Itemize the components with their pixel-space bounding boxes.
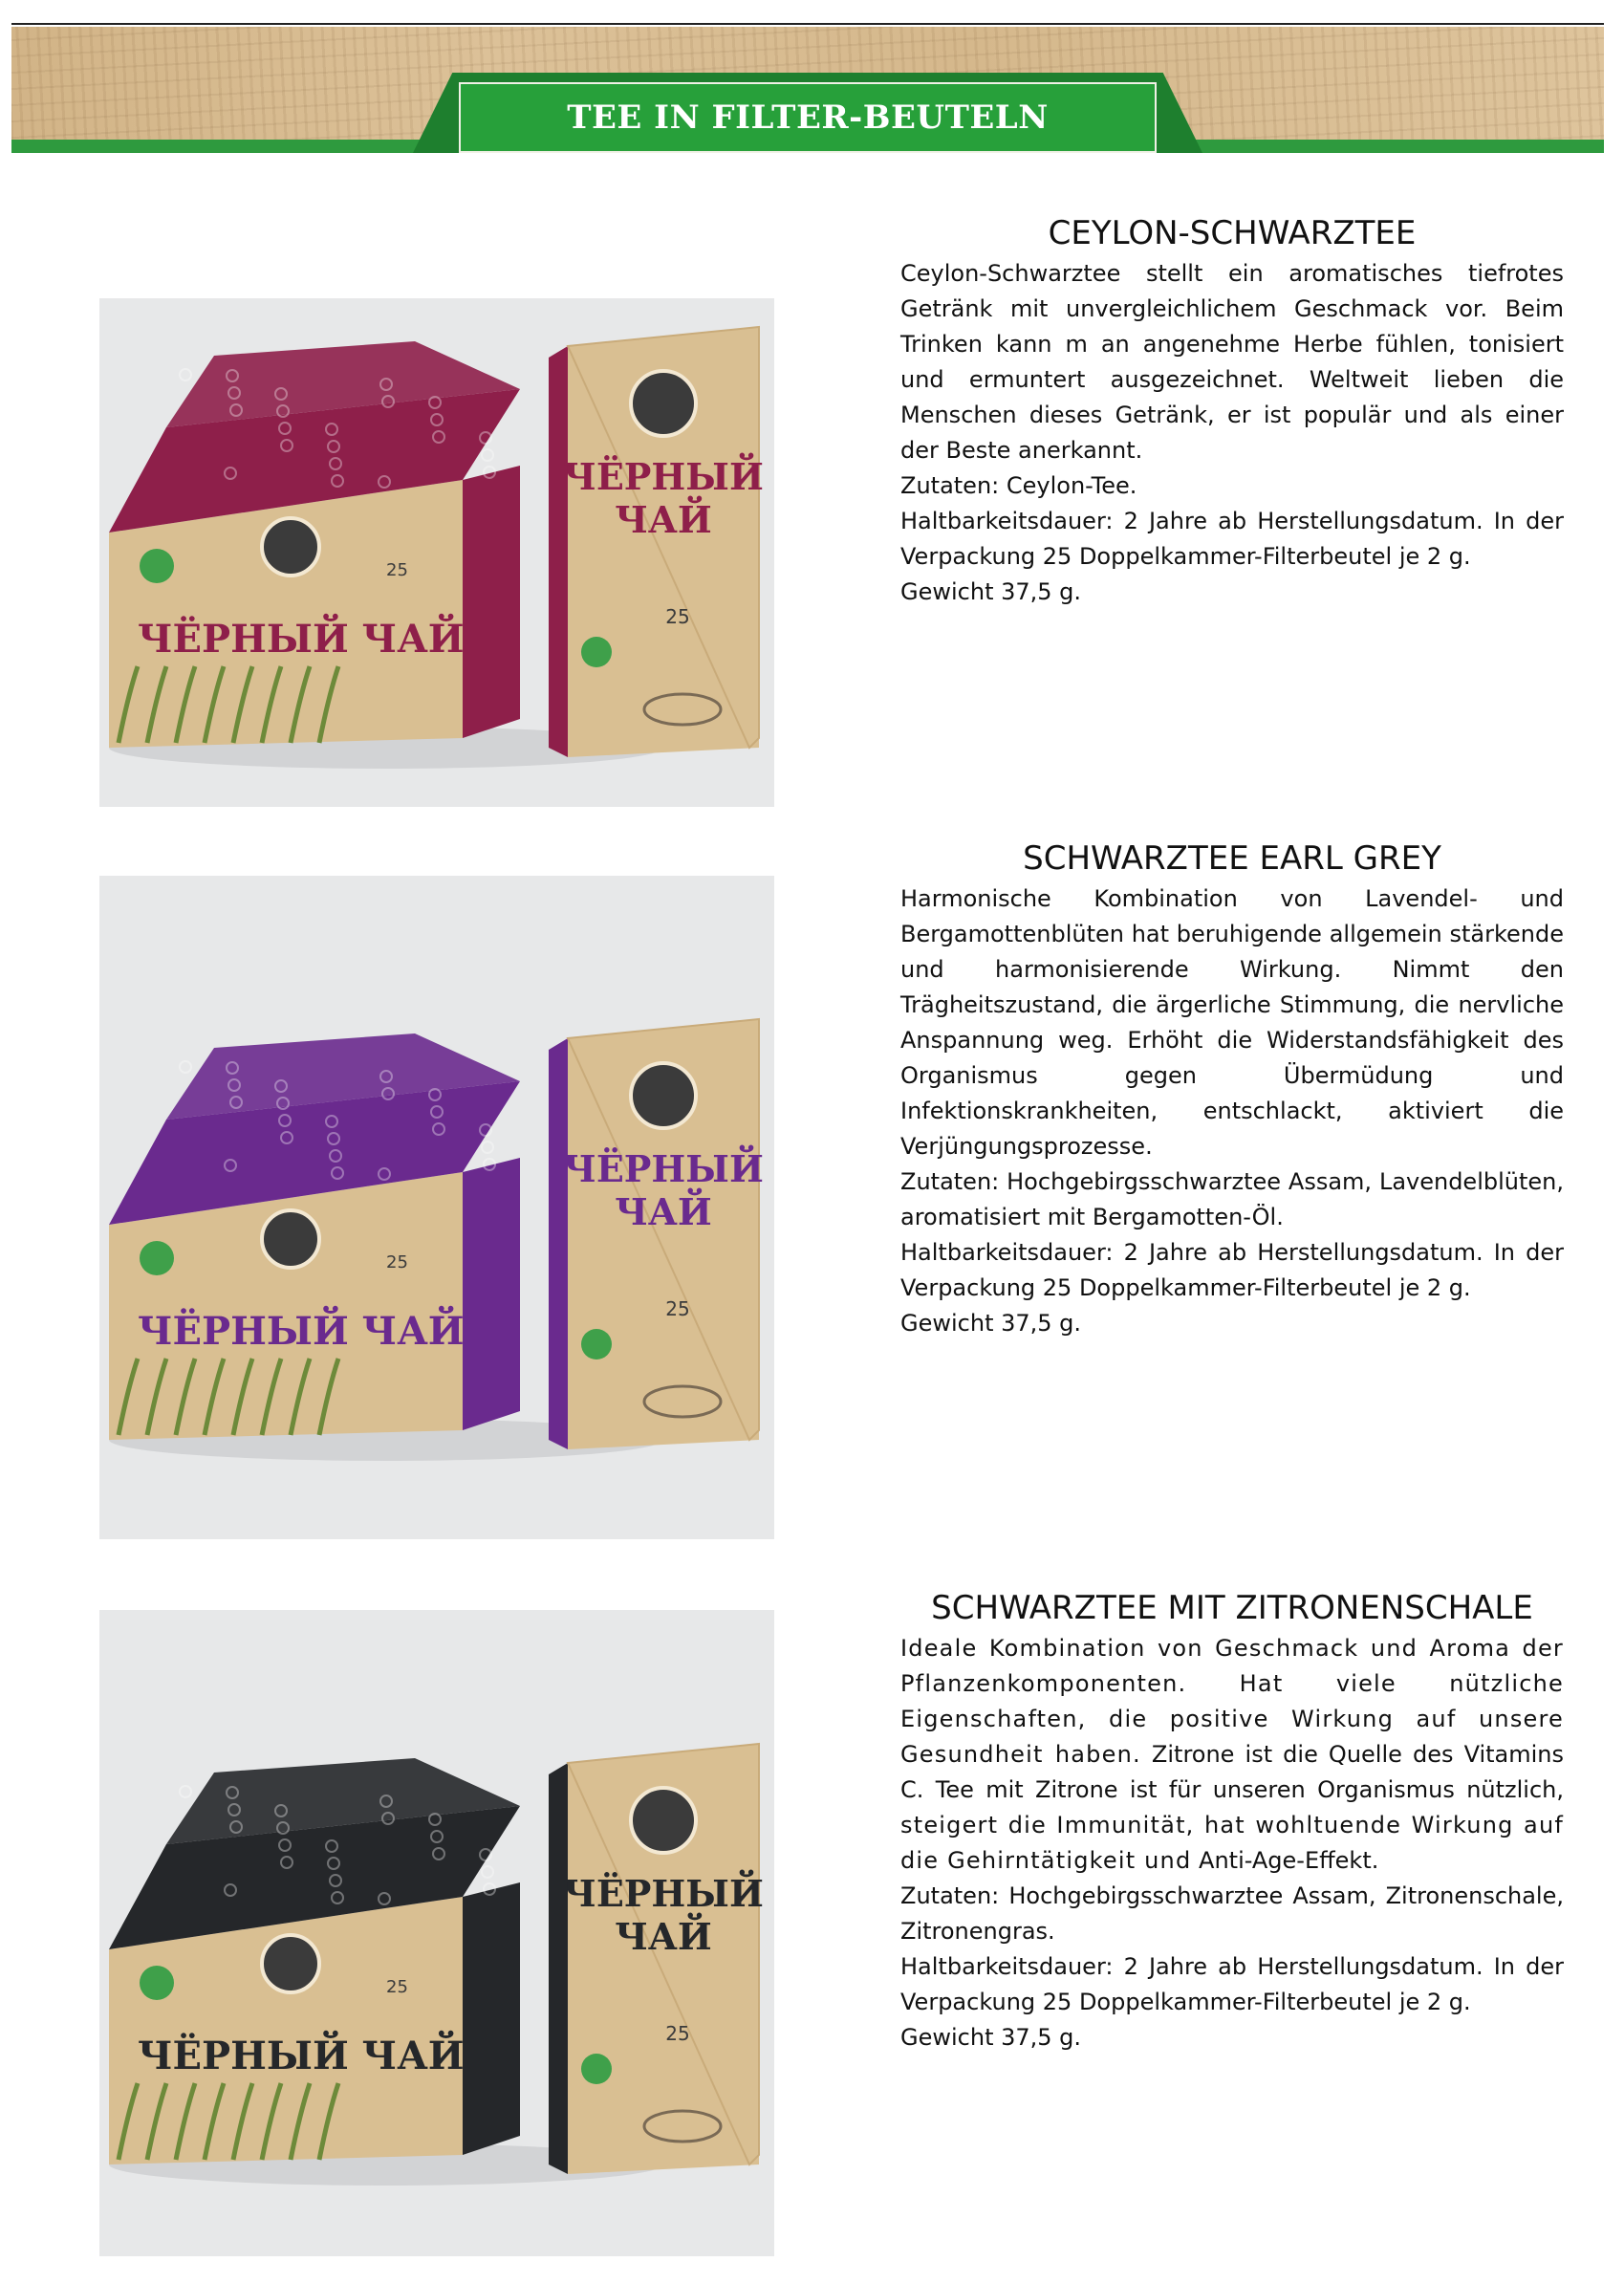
package-illustration bbox=[99, 876, 774, 1539]
box-count: 25 bbox=[386, 560, 408, 580]
tall-emblem bbox=[631, 371, 696, 436]
product-title: SCHWARZTEE MIT ZITRONENSCHALE bbox=[931, 1589, 1533, 1627]
green-seal bbox=[140, 1241, 174, 1275]
tall-label-1: ЧЁРНЫЙ bbox=[563, 455, 764, 498]
product-title: CEYLON-SCHWARZTEE bbox=[1048, 214, 1417, 252]
green-seal bbox=[140, 549, 174, 583]
box-count: 25 bbox=[386, 1977, 408, 1997]
tall-label-2: ЧАЙ bbox=[615, 498, 712, 541]
tall-emblem bbox=[631, 1063, 696, 1128]
pattern-dot bbox=[482, 449, 493, 461]
tall-label-2: ЧАЙ bbox=[615, 1190, 712, 1233]
tall-label-1: ЧЁРНЫЙ bbox=[563, 1147, 764, 1190]
shelf-life-text: Haltbarkeitsdauer: 2 Jahre ab Herstellungsdatum. In der Verpackung 25 Doppelkammer-Filterbeutel je 2 g. bbox=[900, 1239, 1564, 1301]
box-label: ЧЁРНЫЙ ЧАЙ bbox=[138, 617, 465, 662]
ingredients-text: Zutaten: Ceylon-Tee. bbox=[900, 472, 1137, 499]
product-image-ceylon bbox=[99, 298, 774, 807]
description-spaced-text-2: steigert die Immunität, hat wohltuende Wirkung auf die Gehirntätigkeit und bbox=[900, 1812, 1564, 1874]
top-rule bbox=[11, 23, 1604, 25]
tall-emblem bbox=[631, 1788, 696, 1853]
product-description bbox=[900, 256, 1564, 610]
product-image-earl-grey bbox=[99, 876, 774, 1539]
box-side bbox=[463, 1882, 520, 2155]
header-banner bbox=[11, 27, 1604, 153]
shelf-life-text: Haltbarkeitsdauer: 2 Jahre ab Herstellungsdatum. In der Verpackung 25 Doppelkammer-Filterbeutel je 2 g. bbox=[900, 508, 1564, 570]
tall-count: 25 bbox=[665, 1297, 690, 1320]
weight-text: Gewicht 37,5 g. bbox=[900, 578, 1082, 605]
tall-box-side bbox=[549, 1763, 568, 2174]
weight-text: Gewicht 37,5 g. bbox=[900, 1310, 1082, 1337]
shelf-life-text: Haltbarkeitsdauer: 2 Jahre ab Herstellungsdatum. In der Verpackung 25 Doppelkammer-Filterbeutel je 2 g. bbox=[900, 1953, 1564, 2015]
product-image-lemon bbox=[99, 1610, 774, 2256]
product-description bbox=[900, 881, 1564, 1341]
box-count: 25 bbox=[386, 1252, 408, 1273]
tall-count: 25 bbox=[665, 605, 690, 628]
pattern-dot bbox=[482, 1866, 493, 1878]
package-illustration bbox=[99, 1610, 774, 2256]
emblem bbox=[262, 518, 319, 576]
green-seal bbox=[140, 1966, 174, 2000]
page-title: TEE IN FILTER-BEUTELN bbox=[459, 82, 1157, 153]
ingredients-text: Zutaten: Hochgebirgsschwarztee Assam, Zitronenschale, Zitronengras. bbox=[900, 1882, 1564, 1945]
product-lemon bbox=[900, 1587, 1564, 2056]
pattern-dot bbox=[482, 1142, 493, 1153]
description-text bbox=[900, 1631, 1564, 1879]
tall-label-1: ЧЁРНЫЙ bbox=[563, 1872, 764, 1915]
product-title: SCHWARZTEE EARL GREY bbox=[1023, 839, 1441, 878]
emblem bbox=[262, 1935, 319, 1992]
box-label: ЧЁРНЫЙ ЧАЙ bbox=[138, 1309, 465, 1354]
box-label: ЧЁРНЫЙ ЧАЙ bbox=[138, 2034, 465, 2078]
description-text: Ceylon-Schwarztee stellt ein aromatisches tiefrotes Getränk mit unvergleichlichem Geschmack vor. Beim Trinken kann m an angenehme Herbe fühlen, tonisiert und ermuntert ausgezeichnet. Weltweit lieben die Menschen dieses Getränk, er ist populär und als einer der Beste anerkannt. bbox=[900, 260, 1564, 464]
description-end-text: Anti-Age-Effekt. bbox=[1199, 1847, 1379, 1874]
tall-label-2: ЧАЙ bbox=[615, 1915, 712, 1958]
pattern-dot bbox=[180, 1061, 191, 1073]
tall-count: 25 bbox=[665, 2022, 690, 2045]
package-illustration bbox=[99, 298, 774, 807]
box-side bbox=[463, 466, 520, 738]
product-earl-grey bbox=[900, 837, 1564, 1341]
weight-text: Gewicht 37,5 g. bbox=[900, 2024, 1082, 2051]
product-ceylon bbox=[900, 212, 1564, 610]
pattern-dot bbox=[180, 369, 191, 381]
ingredients-text: Zutaten: Hochgebirgsschwarztee Assam, Lavendelblüten, aromatisiert mit Bergamotten-Öl. bbox=[900, 1168, 1564, 1230]
tall-box-side bbox=[549, 1038, 568, 1449]
description-rest-text: Zitrone ist die Quelle des Vitamins C. Tee mit Zitrone ist für unseren Organismus nützlich, bbox=[900, 1741, 1565, 1803]
emblem bbox=[262, 1210, 319, 1268]
tall-box-side bbox=[549, 346, 568, 757]
tall-green-seal bbox=[581, 1329, 612, 1360]
tall-green-seal bbox=[581, 637, 612, 667]
tall-green-seal bbox=[581, 2054, 612, 2084]
box-side bbox=[463, 1158, 520, 1430]
description-text: Harmonische Kombination von Lavendel- und Bergamottenblüten hat beruhigende allgemein stärkende und harmonisierende Wirkung. Nimmt den Trägheitszustand, die ärgerliche Stimmung, die nervliche Anspannung weg. Erhöht die Widerstandsfähigkeit des Organismus gegen Übermüdung und Infektionskrankheiten, entschlackt, aktiviert die Verjüngungsprozesse. bbox=[900, 885, 1564, 1160]
pattern-dot bbox=[180, 1786, 191, 1797]
description-spaced-text: Ideale Kombination von Geschmack und Aroma der Pflanzenkomponenten. Hat viele nützliche Eigenschaften, die positive Wirkung auf unsere Gesundheit haben. bbox=[900, 1635, 1564, 1768]
product-description bbox=[900, 1631, 1564, 2056]
